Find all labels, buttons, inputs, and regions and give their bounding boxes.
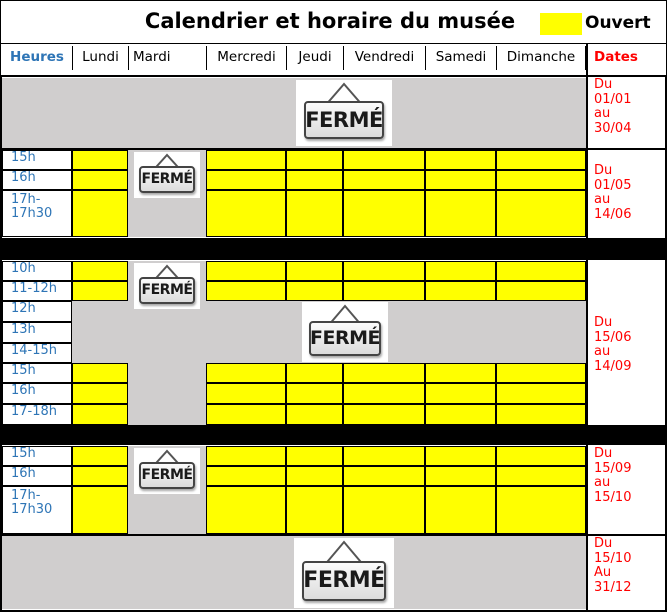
hour-label: 13h [2,322,72,343]
open-slot [343,261,425,281]
open-slot [343,150,425,170]
open-slot [72,363,128,383]
hour-label: 17-18h [2,404,72,425]
open-slot [343,486,425,534]
open-slot [206,404,286,425]
open-slot [343,383,425,404]
closed-sign-label: FERMÉ [309,321,381,356]
open-slot [206,446,286,466]
open-slot [206,281,286,301]
open-slot [343,281,425,301]
open-slot [72,446,128,466]
hour-label: 17h- 17h30 [2,190,72,237]
closed-sign-label: FERMÉ [139,277,194,305]
period-separator [0,425,667,445]
open-slot [496,170,586,190]
period-separator [0,238,667,260]
open-slot [425,383,496,404]
open-slot [286,170,343,190]
open-slot [425,486,496,534]
hour-label: 17h- 17h30 [2,486,72,534]
closed-sign [302,302,388,362]
period-4-dates: Du 15/09 au 15/10 [588,447,663,533]
open-slot [206,363,286,383]
closed-sign [134,152,200,198]
hour-label: 14-15h [2,343,72,363]
header-day-lundi: Lundi [72,46,128,70]
open-slot [496,150,586,170]
open-slot [496,261,586,281]
legend-open-swatch [540,13,582,35]
open-slot [206,383,286,404]
open-slot [425,150,496,170]
open-slot [286,383,343,404]
open-slot [206,486,286,534]
open-slot [343,446,425,466]
open-slot [425,404,496,425]
open-slot [286,486,343,534]
open-slot [286,466,343,486]
closed-sign [294,538,394,608]
open-slot [343,466,425,486]
open-slot [286,261,343,281]
closed-sign-label: FERMÉ [304,101,385,139]
legend-open-label: Ouvert [585,13,651,33]
hour-label: 16h [2,383,72,404]
open-slot [72,383,128,404]
header-day-mardi: Mardi [128,46,206,70]
open-slot [206,261,286,281]
open-slot [425,363,496,383]
header-dates: Dates [594,49,638,65]
open-slot [286,281,343,301]
closed-sign-label: FERMÉ [302,561,386,601]
open-slot [286,190,343,237]
hour-label: 15h [2,150,72,170]
row-divider [0,148,667,150]
open-slot [72,150,128,170]
open-slot [72,486,128,534]
period-3-dates: Du 15/06 au 14/09 [588,316,663,390]
hour-label: 16h [2,466,72,486]
open-slot [496,446,586,466]
hour-label: 15h [2,363,72,383]
period-2-dates: Du 01/05 au 14/06 [588,164,663,238]
midday-closed-lundi [72,301,128,363]
hour-label: 10h [2,261,72,281]
open-slot [72,281,128,301]
open-slot [496,404,586,425]
open-slot [496,486,586,534]
open-slot [286,150,343,170]
open-slot [496,466,586,486]
open-slot [343,190,425,237]
open-slot [425,466,496,486]
hour-label: 12h [2,301,72,322]
header-day-mercredi: Mercredi [206,46,286,70]
open-slot [286,404,343,425]
open-slot [206,190,286,237]
open-slot [206,466,286,486]
open-slot [72,404,128,425]
open-slot [343,404,425,425]
open-slot [425,261,496,281]
period-1-dates: Du 01/01 au 30/04 [588,78,663,150]
hour-label: 15h [2,446,72,466]
open-slot [425,170,496,190]
header-day-dimanche: Dimanche [496,46,586,70]
open-slot [206,150,286,170]
open-slot [206,170,286,190]
hour-label: 11-12h [2,281,72,301]
open-slot [496,281,586,301]
row-divider [0,534,667,536]
closed-sign-label: FERMÉ [139,166,194,194]
open-slot [72,261,128,281]
open-slot [286,446,343,466]
header-day-vendredi: Vendredi [343,46,425,70]
period-1-closed-block [2,78,586,148]
open-slot [496,363,586,383]
closed-sign [134,263,200,309]
period-5-dates: Du 15/10 Au 31/12 [588,537,663,610]
open-slot [72,190,128,237]
header-day-samedi: Samedi [425,46,496,70]
hour-label: 16h [2,170,72,190]
open-slot [343,363,425,383]
schedule-title: Calendrier et horaire du musée [144,9,516,33]
open-slot [72,466,128,486]
open-slot [496,383,586,404]
open-slot [496,190,586,237]
header-day-jeudi: Jeudi [286,46,343,70]
closed-sign [134,448,200,494]
dates-column-divider [586,44,588,612]
midday-closed-block [206,301,586,363]
header-hours: Heures [10,49,64,65]
open-slot [343,170,425,190]
closed-sign [296,80,392,146]
open-slot [72,170,128,190]
open-slot [425,446,496,466]
closed-sign-label: FERMÉ [139,462,194,490]
open-slot [425,281,496,301]
open-slot [286,363,343,383]
open-slot [425,190,496,237]
